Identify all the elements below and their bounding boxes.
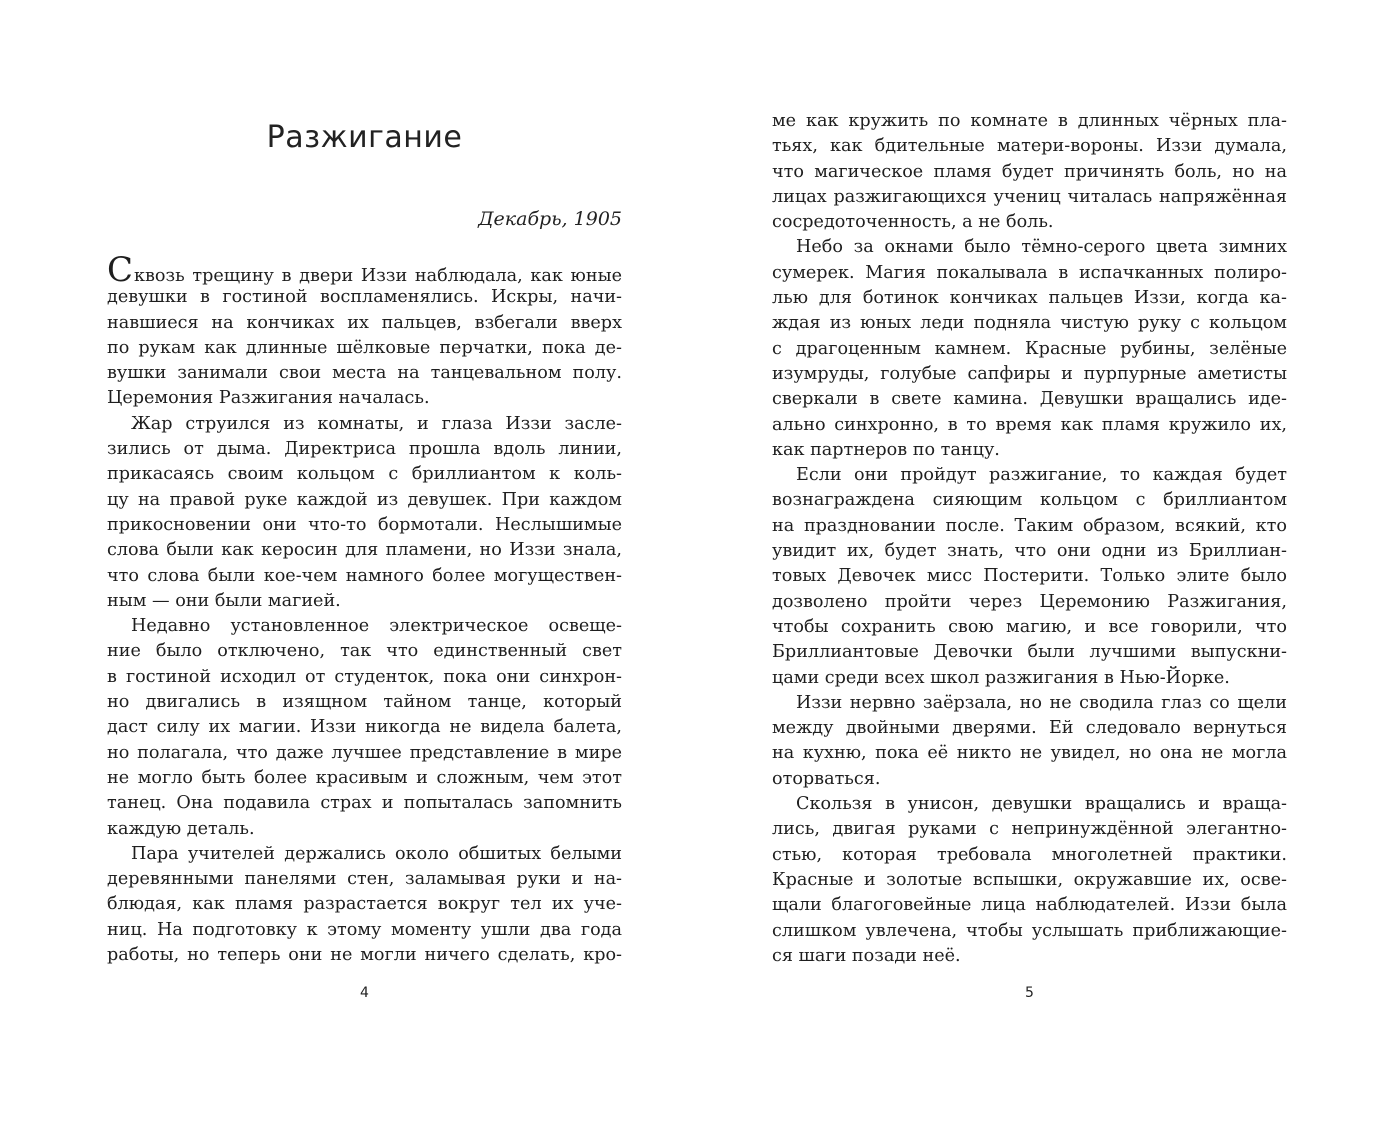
text-line: [772, 387, 1287, 412]
line-text: с драгоценным камнем. Красные рубины, зелёные: [772, 338, 1287, 359]
text-line: [107, 791, 622, 816]
text-line: [772, 337, 1287, 362]
text-line: [772, 160, 1287, 185]
text-line: [107, 639, 622, 664]
text-line: [107, 386, 622, 411]
line-text: навшиеся на кончиках их пальцев, взбегали вверх: [107, 312, 622, 333]
text-line: [772, 185, 1287, 210]
line-text: Недавно установленное электрическое освеще-: [131, 616, 622, 637]
line-text: прикосновении они что-то бормотали. Неслышимые: [107, 514, 622, 535]
line-text: стью, которая требовала многолетней практики.: [772, 844, 1287, 865]
text-line: [772, 539, 1287, 564]
text-line: [772, 919, 1287, 944]
line-text: прикасаясь своим кольцом с бриллиантом к коль-: [107, 464, 622, 485]
text-line: [107, 336, 622, 361]
line-text: но полагала, что даже лучшее представление в мире: [107, 742, 622, 763]
line-text: между двойными дверями. Ей следовало вернуться: [772, 718, 1287, 739]
line-text: ниц. На подготовку к этому моменту ушли два года: [107, 919, 622, 940]
line-text: ально синхронно, в то время как пламя кружило их,: [772, 414, 1287, 435]
text-line: [107, 437, 622, 462]
line-text: ме как кружить по комнате в длинных чёрных пла-: [772, 111, 1287, 131]
line-text: слова были как керосин для пламени, но Иззи знала,: [107, 540, 622, 561]
text-line: [772, 488, 1287, 513]
text-line: [772, 438, 1287, 463]
line-text: каждую деталь.: [107, 818, 255, 839]
text-line: [772, 893, 1287, 918]
line-text: сверкали в свете камина. Девушки вращались иде-: [772, 389, 1287, 410]
text-line: [772, 564, 1287, 589]
line-text: Если они пройдут разжигание, то каждая будет: [796, 465, 1287, 486]
line-text: Бриллиантовые Девочки были лучшими выпускни-: [772, 642, 1287, 663]
chapter-date: Декабрь, 1905: [478, 208, 622, 230]
page-number: 4: [360, 985, 369, 1001]
text-line: [772, 843, 1287, 868]
text-line: [772, 235, 1287, 260]
line-text: Небо за окнами было тёмно-серого цвета зимних: [796, 237, 1287, 258]
text-line: [772, 615, 1287, 640]
text-line: [772, 210, 1287, 235]
line-text: Иззи нервно заёрзала, но не сводила глаз со щели: [796, 692, 1287, 713]
text-line: [107, 412, 622, 437]
paragraph: [772, 463, 1287, 691]
line-text: ние было отключено, так что единственный свет: [107, 641, 622, 662]
line-text: ся шаги позади неё.: [772, 945, 961, 966]
text-line: [107, 715, 622, 740]
line-text: дозволено пройти через Церемонию Разжигания,: [772, 591, 1287, 612]
text-line: [107, 513, 622, 538]
line-text: цами среди всех школ разжигания в Нью-Йорке.: [772, 667, 1230, 688]
text-line: [107, 766, 622, 791]
text-line: [107, 892, 622, 917]
text-line: [772, 311, 1287, 336]
line-text: что слова были кое-чем намного более могуществен-: [107, 565, 622, 586]
text-line: [107, 918, 622, 943]
right-page: [772, 0, 1287, 1125]
paragraph: [107, 250, 622, 412]
paragraph: [107, 614, 622, 842]
line-text: лись, двигая руками с непринуждённой элегантно-: [772, 819, 1287, 840]
text-line: [107, 690, 622, 715]
paragraph: [772, 109, 1287, 235]
paragraph: [107, 412, 622, 614]
line-text: даст силу их магии. Иззи никогда не видела балета,: [107, 717, 622, 738]
line-text: Жар струился из комнаты, и глаза Иззи засле-: [131, 413, 622, 434]
text-line: [107, 665, 622, 690]
text-line: [772, 286, 1287, 311]
text-line: [772, 261, 1287, 286]
text-line: [772, 134, 1287, 159]
paragraph: [107, 842, 622, 968]
text-line: [772, 741, 1287, 766]
line-text: работы, но теперь они не могли ничего сделать, кро-: [107, 945, 622, 966]
line-text: вушки занимали свои места на танцевальном полу.: [107, 363, 622, 384]
line-text: Скользя в унисон, девушки вращались и враща-: [796, 794, 1287, 815]
text-line: [107, 361, 622, 386]
line-text: зились от дыма. Директриса прошла вдоль линии,: [107, 439, 622, 460]
line-text: тьях, как бдительные матери-вороны. Иззи думала,: [772, 136, 1287, 157]
text-line: [107, 614, 622, 639]
text-line: [772, 944, 1287, 969]
line-text: сумерек. Магия покалывала в испачканных полиро-: [772, 262, 1287, 283]
text-line: [107, 589, 622, 614]
line-text: на кухню, пока её никто не увидел, но она не могла: [772, 743, 1287, 764]
text-line: [107, 285, 622, 310]
line-text: по рукам как длинные шёлковые перчатки, пока де-: [107, 337, 622, 358]
text-line: [772, 514, 1287, 539]
text-line: [107, 488, 622, 513]
paragraph: [772, 792, 1287, 969]
line-text: оторваться.: [772, 768, 881, 789]
text-line: [772, 413, 1287, 438]
line-text: квозь трещину в двери Иззи наблюдала, как юные: [134, 266, 622, 286]
line-text: ждая из юных леди подняла чистую руку с кольцом: [772, 313, 1287, 334]
paragraph: [772, 235, 1287, 463]
text-line: [107, 564, 622, 589]
line-text: Пара учителей держались около обшитых белыми: [131, 843, 622, 864]
text-line: [772, 792, 1287, 817]
line-text: вознаграждена сияющим кольцом с бриллиантом: [772, 490, 1287, 511]
line-text: что магическое пламя будет причинять боль, но на: [772, 161, 1287, 182]
line-text: слишком увлечена, чтобы услышать приближающие-: [772, 920, 1287, 941]
page-number: 5: [1025, 985, 1034, 1001]
body-text: [772, 109, 1287, 969]
text-line: [772, 767, 1287, 792]
line-text: танец. Она подавила страх и попыталась запомнить: [107, 793, 622, 814]
line-text: ным — они были магией.: [107, 590, 341, 611]
text-line: [772, 691, 1287, 716]
line-text: блюдая, как пламя разрастается вокруг тел их уче-: [107, 894, 622, 915]
text-line: [107, 867, 622, 892]
line-text: девушки в гостиной воспламенялись. Искры, начи-: [107, 287, 622, 308]
text-line: [107, 817, 622, 842]
line-text: сосредоточенность, а не боль.: [772, 212, 1054, 233]
text-line: [107, 842, 622, 867]
line-text: деревянными панелями стен, заламывая руки и на-: [107, 869, 622, 890]
text-line: [107, 462, 622, 487]
line-text: щали благоговейные лица наблюдателей. Иззи была: [772, 895, 1287, 916]
line-text: не могло быть более красивым и сложным, чем этот: [107, 767, 622, 788]
text-line: [107, 311, 622, 336]
line-text: изумруды, голубые сапфиры и пурпурные аметисты: [772, 363, 1287, 384]
text-line: [772, 640, 1287, 665]
line-text: цу на правой руке каждой из девушек. При каждом: [107, 489, 622, 510]
line-text: товых Девочек мисс Постерити. Только элите было: [772, 566, 1287, 587]
text-line: [772, 463, 1287, 488]
line-text: но двигались в изящном тайном танце, который: [107, 692, 622, 713]
line-text: увидит их, будет знать, что они одни из Бриллиан-: [772, 541, 1287, 562]
line-text: Красные и золотые вспышки, окружавшие их, осве-: [772, 869, 1287, 890]
text-line: [772, 590, 1287, 615]
text-line: [772, 716, 1287, 741]
text-line: [107, 250, 622, 290]
text-line: [772, 362, 1287, 387]
paragraph: [772, 691, 1287, 792]
line-text: в гостиной исходил от студенток, пока они синхрон-: [107, 666, 622, 687]
line-text: как партнеров по танцу.: [772, 439, 1000, 460]
text-line: [772, 666, 1287, 691]
text-line: [107, 741, 622, 766]
left-page: [107, 0, 622, 1125]
line-text: лью для ботинок кончиках пальцев Иззи, когда ка-: [772, 288, 1287, 309]
line-text: чтобы сохранить свою магию, и все говорили, что: [772, 616, 1287, 637]
text-line: [772, 868, 1287, 893]
text-line: [772, 109, 1287, 134]
body-text: [107, 250, 622, 968]
line-text: Церемония Разжигания началась.: [107, 388, 430, 409]
chapter-title: Разжигание: [266, 120, 463, 155]
line-text: лицах разжигающихся учениц читалась напряжённая: [772, 186, 1287, 207]
text-line: [772, 817, 1287, 842]
text-line: [107, 538, 622, 563]
text-line: [107, 943, 622, 968]
drop-cap: С: [107, 250, 134, 290]
line-text: на праздновании после. Таким образом, всякий, кто: [772, 515, 1287, 536]
